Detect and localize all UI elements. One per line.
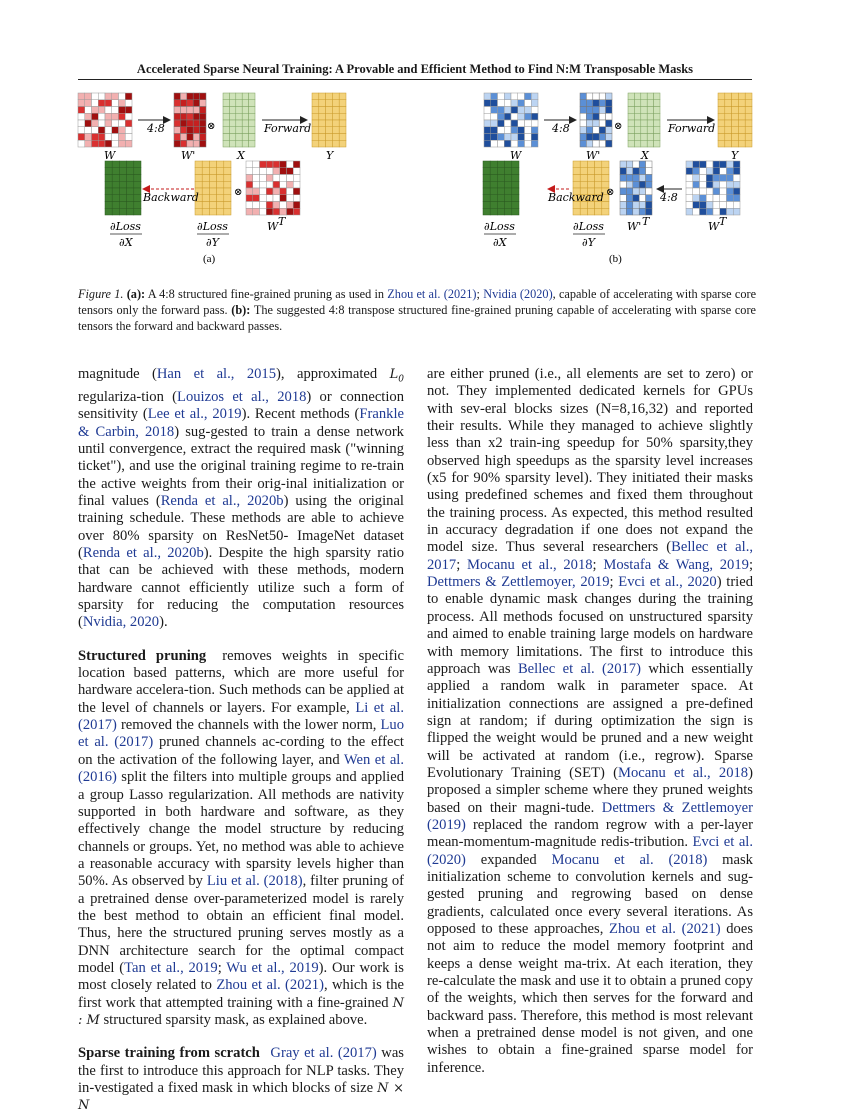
panel-a-dy: ∂Y	[206, 236, 219, 249]
matrix-dx-b	[483, 161, 519, 215]
text-run: ). Our work is most closely related to	[78, 959, 404, 994]
panel-b-y: Y	[731, 149, 739, 162]
text-run: which essentially applied a random walk in parameter space. At initialization connections are assigned a pre-defined sign at random; if during optimization the sign is flipped the weight would be pruned and a new weight will be activated at random (i.e., regrow). Sparse Evolutionary Training (SET) (	[427, 660, 753, 781]
text-run: ). Despite the high sparsity ratio that can be achieved with these methods, modern hardware cannot efficiently utilize such a form of sparsity for reducing the computation resources (	[78, 545, 404, 631]
left-paragraph-2	[78, 648, 404, 1030]
panel-b-otimes-bottom: ⊗	[606, 187, 615, 198]
cite-evci-1[interactable]: Evci et al., 2020	[618, 574, 717, 591]
cite-zhou-2[interactable]: Zhou et al. (2021)	[609, 921, 721, 937]
panel-a-wt: W	[267, 220, 279, 233]
cite-wen[interactable]: Wen et al. (2016)	[78, 751, 404, 786]
matrix-dy-a	[195, 161, 231, 215]
left-paragraph-3	[78, 1045, 404, 1114]
panel-a-dloss-x-num: ∂Loss	[110, 220, 141, 233]
panel-b-ratio-bottom: 4:8	[660, 191, 678, 204]
matrix-wt-b	[686, 161, 740, 215]
matrix-x-b	[628, 93, 660, 147]
cite-han[interactable]: Han et al., 2015	[156, 366, 277, 382]
panel-b-ratio-top: 4:8	[552, 122, 570, 135]
cite-lee[interactable]: Lee et al., 2019	[147, 406, 242, 423]
figure-caption	[78, 286, 756, 334]
text-run: removes weights in specific location based patterns, which are more useful for hardware accelera-tion. Such methods can be applied at the level of channels or layers. For example,	[78, 647, 404, 716]
panel-b-backward: Backward	[548, 191, 604, 204]
panel-a-otimes-top: ⊗	[207, 121, 216, 132]
panel-a-forward: Forward	[264, 122, 312, 135]
panel-b-dloss-y-num: ∂Loss	[573, 220, 604, 233]
caption-a-text-1: A 4:8 structured fine-grained pruning as used in	[147, 287, 385, 301]
panel-a-backward: Backward	[143, 191, 199, 204]
text-run: ;	[217, 959, 227, 976]
panel-b-w-prime-t: W'	[627, 220, 642, 233]
text-run: ) tried to enable dynamic mask changes during the training process. All methods focused on unstructured sparsity and aimed to enable training large models on hardware with memory limitations. The first to introduce this approach was	[427, 574, 754, 677]
text-run: ) sug-gested to train a dense network until convergence, extract the required mask ("winning ticket"), and use the original training regime to re-train the active weights from their orig-inal initialization or final values (	[78, 423, 404, 509]
panel-a-y: Y	[326, 149, 334, 162]
panel-a-w: W	[104, 149, 116, 162]
text-run: magnitude (	[78, 366, 157, 382]
panel-a-ratio: 4:8	[147, 122, 165, 135]
cite-mocanu-3[interactable]: Mocanu et al. (2018)	[551, 851, 708, 868]
caption-b-tag: (b):	[231, 303, 251, 317]
panel-a-x: X	[237, 149, 245, 162]
panel-b-w-prime: W'	[586, 149, 601, 162]
cite-zhou[interactable]: Zhou et al. (2021)	[216, 977, 324, 994]
math-l: L	[389, 367, 399, 382]
text-run: ;	[592, 556, 604, 573]
caption-cite-zhou[interactable]: Zhou et al. (2021)	[387, 287, 477, 301]
matrix-w-b	[484, 93, 538, 147]
text-run: was the first to introduce this approach for NLP tasks. They in-vestigated a fixed mask in which blocks of size	[78, 1045, 404, 1096]
left-column	[78, 366, 404, 1115]
matrix-dy-b	[573, 161, 609, 215]
cite-dettmers-2[interactable]: Dettmers & Zettlemoyer (2019)	[427, 799, 753, 833]
panel-a-wt-sup: T	[278, 215, 286, 228]
panel-b-w: W	[510, 149, 522, 162]
text-run: ), approximated	[276, 366, 390, 382]
caption-b-text: The suggested 4:8 transpose structured fine-grained pruning capable of accelerating with sparse core tensors the forward and backward passes.	[78, 303, 756, 333]
figure-1	[70, 88, 770, 278]
text-run: ;	[748, 556, 754, 573]
text-run: expanded	[465, 851, 552, 868]
caption-label: Figure 1.	[78, 287, 124, 301]
math-l0	[389, 367, 404, 385]
text-run: does not aim to reduce the model memory footprint and keeps a dense weight ma-trix. At each iteration, they re-calculate the mask and use it to obtain a pruned copy of the weights, which then serves for the forward and backward pass. Therefore, this method is most relevant when a pretrained dense model is not given, and one wishes to obtain a fine-grained sparse model for inference.	[427, 921, 754, 1076]
heading-sparse-training: Sparse training from scratch	[78, 1045, 260, 1062]
header-rule	[78, 79, 752, 80]
panel-a-w-prime: W'	[181, 149, 196, 162]
text-run: mask initialization scheme to convolution kernels and sug-gested pruning and regrowing based on dense gradients, calculated once every several iterations. As opposed to these approaches,	[427, 851, 753, 937]
panel-b-tag: (b)	[609, 253, 622, 265]
cite-tan[interactable]: Tan et al., 2019	[124, 959, 218, 976]
running-title: Accelerated Sparse Neural Training: A Provable and Efficient Method to Find N:M Transposable Masks	[136, 62, 694, 76]
matrix-w-prime-b	[580, 93, 612, 147]
matrix-w-prime-t-b	[620, 161, 652, 215]
cite-evci-2[interactable]: Evci et al. (2020)	[427, 834, 753, 868]
math-nm: N : M	[78, 995, 404, 1028]
matrix-wt-a	[246, 161, 300, 215]
caption-a-text-2: , capable of accelerating with sparse core tensors only the forward pass.	[78, 287, 757, 317]
text-run: , filter pruning of a pretrained dense over-parameterized model is rarely the best method to obtain an efficient final model. Thus, here the structured pruning serves mostly as a DNN architecture search for the optimal compact model (	[78, 873, 404, 976]
matrix-x-a	[223, 93, 255, 147]
text-run: ).	[159, 614, 168, 631]
text-run: replaced the random regrow with a per-layer mean-momentum-magnitude redis-tribution.	[427, 816, 753, 851]
text-run: ). Recent methods (	[241, 406, 360, 423]
cite-louizos[interactable]: Louizos et al., 2018	[177, 388, 307, 405]
panel-b-dy: ∂Y	[582, 236, 595, 249]
panel-b-wt: W	[708, 220, 720, 233]
cite-luo[interactable]: Luo et al. (2017)	[78, 717, 404, 751]
panel-b-dloss-x-num: ∂Loss	[484, 220, 515, 233]
figure-1-diagram	[70, 88, 770, 278]
cite-bellec-2[interactable]: Bellec et al. (2017)	[517, 660, 641, 677]
cite-nvidia[interactable]: Nvidia, 2020	[82, 614, 160, 631]
matrix-w-a	[78, 93, 132, 147]
text-run: ) using the original training schedule. These methods are able to achieve over 80% sparsity on ResNet50- ImageNet dataset (	[78, 493, 404, 562]
cite-wu[interactable]: Wu et al., 2019	[226, 959, 319, 976]
text-run: ) or connection sensitivity (	[78, 388, 405, 423]
heading-structured-pruning: Structured pruning	[78, 647, 207, 664]
cite-mocanu-1[interactable]: Mocanu et al., 2018	[466, 556, 593, 573]
matrix-y-b	[718, 93, 752, 147]
cite-renda-2[interactable]: Renda et al., 2020b	[82, 545, 204, 562]
math-nxn: N × N	[78, 1081, 404, 1114]
panel-b-wt-sup: T	[719, 215, 727, 228]
matrix-dx-a	[105, 161, 141, 215]
caption-cite-nvidia[interactable]: Nvidia (2020)	[483, 287, 553, 301]
text-run: are either pruned (i.e., all elements are set to zero) or not. They implemented dedicated kernels for GPUs with sev-eral blocks sizes (N=8,16,32) and reported their results. While they managed to achieve slightly less than x2 train-ing speedup for 50% sparsity,they observed high speedups as the sparsity level increases (x5 for 90% sparsity level). They initiated their masks using predefined schemes and fixed them throughout the training process. As expected, this method resulted in accuracy degradation if one does not expand the model size. Thus several researchers (	[427, 366, 753, 556]
panel-a-dloss-y-num: ∂Loss	[197, 220, 228, 233]
panel-b-forward: Forward	[668, 122, 716, 135]
cite-gray[interactable]: Gray et al. (2017)	[270, 1045, 377, 1062]
text-run: structured sparsity mask, as explained above.	[99, 1011, 368, 1028]
caption-a-tag: (a):	[126, 287, 146, 301]
text-run: ) proposed a simpler scheme where they pruned weights based on their magni-tude.	[427, 764, 753, 816]
right-paragraph-1	[427, 366, 753, 1077]
text-run: , which is the first work that attempted training with a fine-grained	[78, 977, 405, 1011]
cite-mocanu-2[interactable]: Mocanu et al., 2018	[617, 764, 749, 781]
panel-b-x: X	[641, 149, 649, 162]
text-run: regulariza-tion (	[78, 388, 178, 405]
cite-liu[interactable]: Liu et al. (2018)	[206, 873, 303, 890]
caption-sep: ;	[476, 287, 480, 301]
cite-renda-1[interactable]: Renda et al., 2020b	[160, 493, 284, 509]
cite-dettmers-1[interactable]: Dettmers & Zettlemoyer, 2019	[427, 574, 610, 591]
cite-li[interactable]: Li et al. (2017)	[78, 699, 404, 734]
cite-mostafa[interactable]: Mostafa & Wang, 2019	[603, 556, 749, 573]
panel-a-tag: (a)	[203, 253, 216, 265]
right-column	[427, 366, 753, 1077]
left-paragraph-1	[78, 366, 404, 632]
panel-a-dx: ∂X	[119, 236, 133, 249]
matrix-y-a	[312, 93, 346, 147]
panel-b-otimes-top: ⊗	[614, 121, 623, 132]
cite-frankle[interactable]: Frankle & Carbin, 2018	[78, 406, 404, 440]
text-run: pruned channels ac-cording to the effect on the activation of the following layer, and	[78, 734, 404, 768]
panel-b-w-prime-t-sup: T	[642, 215, 650, 228]
panel-b-dx: ∂X	[493, 236, 507, 249]
matrix-w-prime-a	[174, 93, 206, 147]
text-run: ;	[456, 556, 467, 573]
text-run: ;	[609, 574, 619, 591]
math-l-sub: 0	[398, 374, 404, 385]
text-run: removed the channels with the lower norm,	[116, 717, 381, 734]
cite-bellec-1[interactable]: Bellec et al., 2017	[427, 539, 753, 573]
text-run: split the filters into multiple groups and applied a group Lasso regularization. All methods are nativity supported in both hardware and software, as they effectively change the model structure by reducing channels or groups. Yet, no method was able to achieve a reasonable accuracy with sparsity levels higher than 50%. As observed by	[78, 769, 404, 890]
panel-a-otimes-bottom: ⊗	[234, 187, 243, 198]
